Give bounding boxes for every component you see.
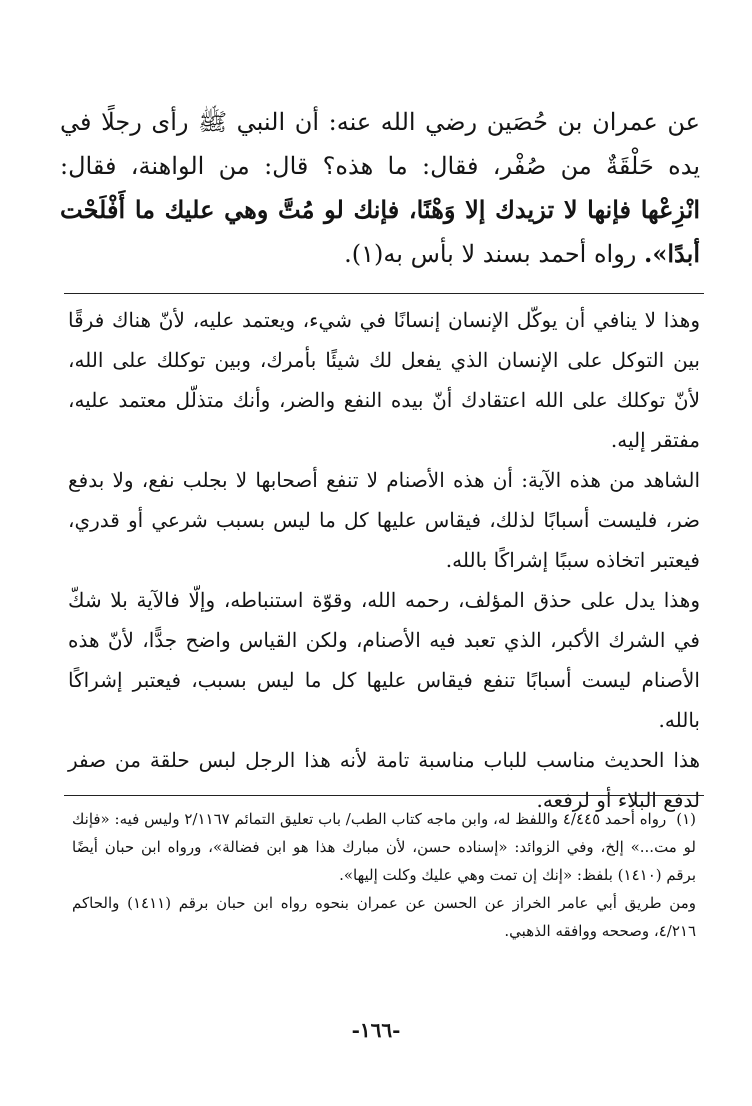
footnote-1 [72,805,696,889]
hadith-quote-bold: انْزِعْها فإنها لا تزيدك إلا وَهْنًا، فإنك لو مُتَّ وهي عليك ما أَفْلَحْت أبدًا». [60,195,700,268]
hadith-intro: عن عمران بن حُصَين رضي الله عنه: أن النبي ﷺ رأى رجلًا في يده حَلْقَةٌ من صُفْر، فقال: ما هذه؟ قال: من الواهنة، فقال: [60,108,700,180]
commentary-paragraph: هذا الحديث مناسب للباب مناسبة تامة لأنه هذا الرجل لبس حلقة من صفر لدفع البلاء أو لرفعه. [68,748,700,812]
commentary-paragraph: وهذا يدل على حذق المؤلف، رحمه الله، وقوّة استنباطه، وإلّا فالآية بلا شكّ في الشرك الأكبر، الذي تعبد فيه الأصنام، ولكن القياس واضح جدًّا، لأنّ هذه الأصنام ليست أسبابًا تنفع فيقاس عليها كل ما ليس بسبب، فيعتبر إشراكًا بالله. [68,588,700,732]
footnote-2-text: ومن طريق أبي عامر الخراز عن الحسن عن عمران بنحوه رواه ابن حبان برقم (١٤١١) والحاكم ٤/٢١٦، وصححه ووافقه الذهبي. [72,894,697,940]
footnote-divider [64,795,704,796]
footnotes [72,805,696,945]
commentary-block [68,300,700,820]
commentary-paragraph: الشاهد من هذه الآية: أن هذه الأصنام لا تنفع أصحابها لا بجلب نفع، ولا بدفع ضر، فليست أسبابًا لذلك، فيقاس عليها كل ما ليس بسبب شرعي أو قدري، فيعتبر اتخاذه سببًا إشراكًا بالله. [68,468,700,572]
section-divider [64,293,704,294]
hadith-block [60,100,700,276]
commentary-paragraph: وهذا لا ينافي أن يوكّل الإنسان إنسانًا في شيء، ويعتمد عليه، لأنّ هناك فرقًا بين التوكل على الإنسان الذي يفعل لك شيئًا بأمرك، وبين توكلك على الله، لأنّ توكلك على الله اعتقادك أنّ بيده النفع والضر، وأنك متذلّل معتمد عليه، مفتقر إليه. [68,308,700,452]
hadith-source: رواه أحمد بسند لا بأس به(١). [344,240,637,268]
page-number: -١٦٦- [351,1018,401,1042]
footnote-1-text: رواه أحمد ٤/٤٤٥ واللفظ له، وابن ماجه كتاب الطب/ باب تعليق التمائم ٢/١١٦٧ وليس فيه: «فإنك لو مت...» إلخ، وفي الزوائد: «إسناده حسن، لأن مبارك هذا هو ابن فضالة»، ورواه ابن حبان أيضًا برقم (١٤١٠) بلفظ: «إنك إن تمت وهي عليك وكلت إليها». [72,810,696,884]
footnote-number: (١) [676,810,696,828]
hadith-text [60,100,700,276]
